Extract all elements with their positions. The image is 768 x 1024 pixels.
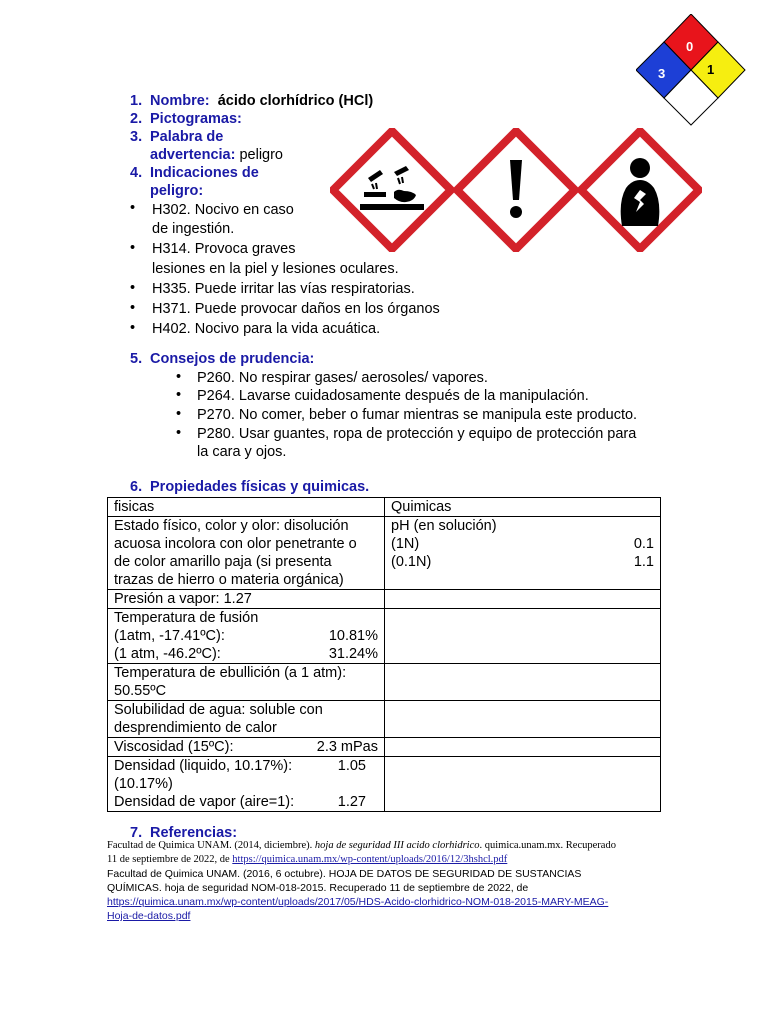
section-4-heading-line2: peligro:: [150, 183, 204, 199]
nfpa-reactivity: 1: [707, 62, 715, 77]
presion-vapor-cell: Presión a vapor: 1.27: [108, 590, 385, 609]
ph-cell: pH (en solución) (1N) 0.1 (0.1N) 1.1: [385, 517, 661, 590]
header-fisicas: fisicas: [108, 498, 385, 517]
reference-2-link-line2: [107, 909, 190, 923]
reference-2-link-cont[interactable]: Hoja-de-datos.pdf: [107, 910, 191, 922]
hazard-statement: H335. Puede irritar las vías respiratorias.: [152, 281, 415, 297]
reference-2-link-line1: [107, 895, 608, 909]
reference-1-line2: 11 de septiembre de 2022, de https://quimica.unam.mx/wp-content/uploads/2016/12/3hshcl.pdf: [107, 854, 508, 865]
hazard-statement: H302. Nocivo en caso: [152, 202, 294, 218]
densidad-cell: Densidad (liquido, 10.17%): 1.05 (10.17%) Densidad de vapor (aire=1): 1.27: [108, 757, 385, 812]
signal-word: peligro: [239, 147, 283, 163]
section-4-heading: 4. Indicaciones de: [130, 165, 259, 181]
temperatura-fusion-cell: Temperatura de fusión (1atm, -17.41ºC): 10.81% (1 atm, -46.2ºC): 31.24%: [108, 609, 385, 664]
hazard-statement-cont: de ingestión.: [152, 221, 235, 237]
hazard-statement: H314. Provoca graves: [152, 241, 296, 257]
bullet-icon: •: [176, 425, 182, 441]
reference-1-link[interactable]: https://quimica.unam.mx/wp-content/uploads/2016/12/3hshcl.pdf: [232, 854, 508, 865]
precaution-statement: P260. No respirar gases/ aerosoles/ vapores.: [197, 370, 488, 386]
corrosion-pictogram: [330, 128, 454, 252]
section-3-heading-line2: advertencia: peligro: [150, 147, 283, 163]
nfpa-health: 3: [658, 66, 666, 81]
bullet-icon: •: [130, 280, 136, 296]
section-2-heading: 2. Pictogramas:: [130, 111, 242, 127]
bullet-icon: •: [176, 406, 182, 422]
bullet-icon: •: [130, 240, 136, 256]
table-header-row: [108, 498, 661, 517]
substance-name: ácido clorhídrico (HCl): [217, 93, 374, 109]
section-6-heading: 6. Propiedades físicas y quimicas.: [130, 479, 370, 495]
table-row: [108, 701, 661, 738]
properties-table: [107, 497, 661, 812]
exclamation-pictogram: [454, 128, 578, 252]
hazard-statement: H402. Nocivo para la vida acuática.: [152, 321, 381, 337]
table-row: [108, 757, 661, 812]
table-row: [108, 609, 661, 664]
bullet-icon: •: [130, 200, 136, 216]
health-hazard-pictogram: [578, 128, 702, 252]
estado-fisico-cell: Estado físico, color y olor: disolución acuosa incolora con olor penetrante o de color amarillo paja (si presenta trazas de hierro o materia orgánica): [108, 517, 385, 590]
reference-1-line1: Facultad de Quimica UNAM. (2014, diciembre). hoja de seguridad III acido clorhidrico. quimica.unam.mx. Recuperado: [107, 840, 616, 851]
header-quimicas: Quimicas: [385, 498, 661, 517]
table-row: [108, 590, 661, 609]
reference-2-link[interactable]: https://quimica.unam.mx/wp-content/uploads/2017/05/HDS-Acido-clorhidrico-NOM-018-2015-MARY-MEAG-: [107, 896, 609, 908]
bullet-icon: •: [176, 387, 182, 403]
reference-2-line2: QUÍMICAS. hoja de seguridad NOM-018-2015. Recuperado 11 de septiembre de 2022, de: [107, 882, 529, 894]
bullet-icon: •: [130, 320, 136, 336]
solubilidad-cell: Solubilidad de agua: soluble con desprendimiento de calor: [108, 701, 385, 738]
precaution-statement: P270. No comer, beber o fumar mientras se manipula este producto.: [197, 407, 638, 423]
precaution-statement: P264. Lavarse cuidadosamente después de la manipulación.: [197, 388, 589, 404]
viscosidad-cell: Viscosidad (15ºC): 2.3 mPas: [108, 738, 385, 757]
temperatura-ebullicion-cell: Temperatura de ebullición (a 1 atm): 50.55ºC: [108, 664, 385, 701]
table-row: [108, 664, 661, 701]
section-7-heading: 7. Referencias:: [130, 825, 238, 841]
bullet-icon: •: [176, 369, 182, 385]
hazard-statement-cont: lesiones en la piel y lesiones oculares.: [152, 261, 399, 277]
precaution-statement: P280. Usar guantes, ropa de protección y equipo de protección para: [197, 426, 637, 442]
hazard-statement: H371. Puede provocar daños en los órganos: [152, 301, 440, 317]
nfpa-flammability: 0: [686, 39, 694, 54]
section-1-heading: 1. Nombre: ácido clorhídrico (HCl): [130, 93, 374, 109]
bullet-icon: •: [130, 300, 136, 316]
section-3-heading: 3. Palabra de: [130, 129, 224, 145]
nfpa-diamond: [636, 14, 746, 126]
section-5-heading: 5. Consejos de prudencia:: [130, 351, 315, 367]
reference-2-line1: Facultad de Quimica UNAM. (2016, 6 octubre). HOJA DE DATOS DE SEGURIDAD DE SUSTANCIAS: [107, 868, 582, 880]
table-row: [108, 517, 661, 590]
precaution-statement-cont: la cara y ojos.: [197, 444, 287, 460]
table-row: [108, 738, 661, 757]
